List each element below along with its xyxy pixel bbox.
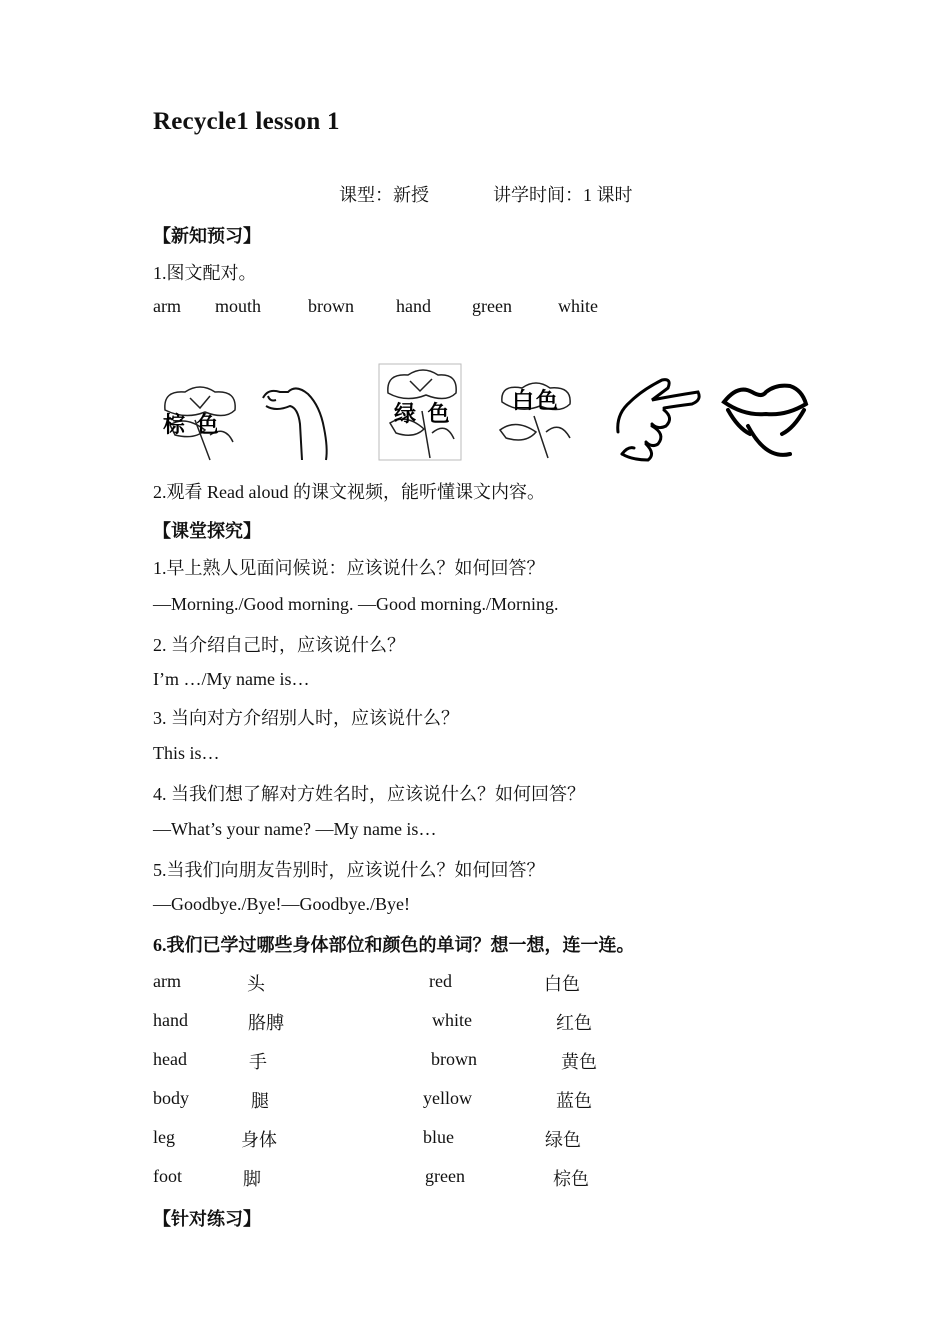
color-word: white bbox=[432, 1010, 472, 1030]
color-meaning: 黄色 bbox=[561, 1052, 597, 1072]
color-word: brown bbox=[431, 1049, 477, 1069]
picture-label: 绿 色 bbox=[394, 402, 452, 427]
explore-question-6: 6.我们已学过哪些身体部位和颜色的单词？想一想，连一连。 bbox=[153, 935, 635, 955]
explore-question-5: 5.当我们向朋友告别时，应该说什么？如何回答？ bbox=[153, 860, 545, 880]
body-meaning: 身体 bbox=[241, 1130, 277, 1150]
color-word: yellow bbox=[423, 1088, 472, 1108]
flower-icon bbox=[155, 380, 245, 465]
lesson-duration: 讲学时间：1 课时 bbox=[493, 185, 633, 205]
body-word: foot bbox=[153, 1166, 182, 1186]
section-explore-heading: 【课堂探究】 bbox=[153, 521, 261, 541]
explore-answer-5: —Goodbye./Bye!—Goodbye./Bye! bbox=[153, 894, 410, 914]
match-word: mouth bbox=[215, 296, 262, 316]
picture-label: 棕 色 bbox=[163, 413, 221, 438]
body-word: arm bbox=[153, 971, 181, 991]
preview-question-2: 2.观看 Read aloud 的课文视频，能听懂课文内容。 bbox=[153, 482, 545, 502]
mouth-icon bbox=[720, 380, 810, 465]
lesson-type: 课型：新授 bbox=[339, 185, 429, 205]
picture-label: 白色 bbox=[512, 389, 561, 414]
section-preview-heading: 【新知预习】 bbox=[153, 226, 261, 246]
explore-question-2: 2. 当介绍自己时，应该说什么？ bbox=[153, 635, 405, 655]
color-meaning: 棕色 bbox=[553, 1169, 589, 1189]
explore-answer-4: —What’s your name? —My name is… bbox=[153, 819, 437, 839]
body-meaning: 胳膊 bbox=[248, 1013, 284, 1033]
body-word: hand bbox=[153, 1010, 188, 1030]
color-word: blue bbox=[423, 1127, 454, 1147]
match-word: white bbox=[558, 296, 598, 316]
match-word: arm bbox=[153, 296, 181, 316]
body-word: body bbox=[153, 1088, 189, 1108]
explore-answer-3: This is… bbox=[153, 743, 220, 763]
explore-answer-2: I’m …/My name is… bbox=[153, 669, 310, 689]
arm-icon bbox=[258, 378, 338, 463]
body-meaning: 腿 bbox=[251, 1091, 269, 1111]
color-meaning: 红色 bbox=[556, 1013, 592, 1033]
match-word: hand bbox=[396, 296, 431, 316]
body-meaning: 脚 bbox=[243, 1169, 261, 1189]
hand-icon bbox=[612, 374, 704, 464]
color-meaning: 绿色 bbox=[545, 1130, 581, 1150]
body-word: head bbox=[153, 1049, 187, 1069]
explore-question-3: 3. 当向对方介绍别人时，应该说什么？ bbox=[153, 708, 459, 728]
explore-question-4: 4. 当我们想了解对方姓名时，应该说什么？如何回答？ bbox=[153, 784, 585, 804]
preview-question-1: 1.图文配对。 bbox=[153, 263, 257, 283]
flower-icon bbox=[490, 380, 580, 460]
page-title: Recycle1 lesson 1 bbox=[153, 108, 340, 135]
color-meaning: 蓝色 bbox=[556, 1091, 592, 1111]
color-word: red bbox=[429, 971, 452, 991]
match-word: green bbox=[472, 296, 512, 316]
color-meaning: 白色 bbox=[544, 974, 580, 994]
body-word: leg bbox=[153, 1127, 175, 1147]
body-meaning: 手 bbox=[249, 1052, 267, 1072]
match-word: brown bbox=[308, 296, 354, 316]
section-practice-heading: 【针对练习】 bbox=[153, 1209, 261, 1229]
color-word: green bbox=[425, 1166, 465, 1186]
explore-question-1: 1.早上熟人见面问候说：应该说什么？如何回答？ bbox=[153, 558, 545, 578]
body-meaning: 头 bbox=[247, 974, 265, 994]
flower-icon bbox=[378, 363, 464, 463]
explore-answer-1: —Morning./Good morning. —Good morning./Morning. bbox=[153, 594, 559, 614]
